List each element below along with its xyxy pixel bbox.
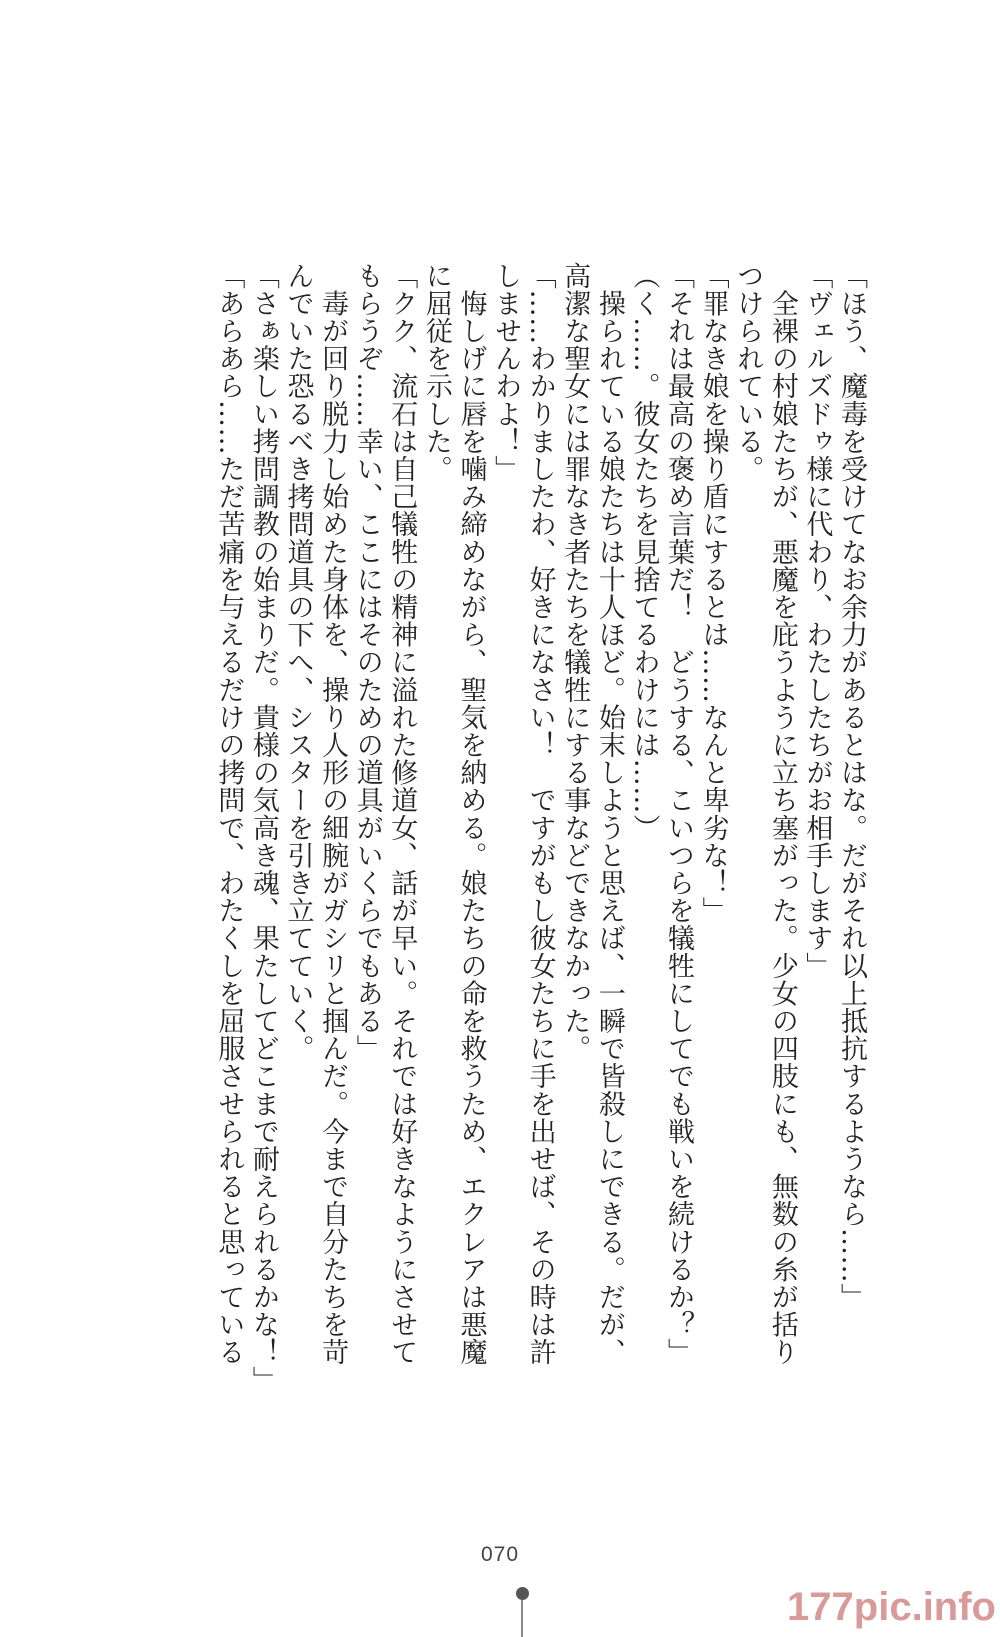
text-line: 悔しげに唇を噛み締めながら、聖気を納める。娘たちの命を救うため、エクレアは悪魔 [455, 262, 487, 1366]
page-number: 070 [480, 1543, 520, 1566]
page-marker-line [521, 1600, 523, 1637]
text-line: 「ほう、魔毒を受けてなお余力があるとはな。だがそれ以上抵抗するようなら……」 [836, 262, 867, 1311]
text-line: しませんわよ！」 [490, 262, 522, 483]
text-line: つけられている。 [732, 262, 764, 483]
page-marker-dot [516, 1587, 529, 1600]
text-line: 「クク、流石は自己犠牲の精神に溢れた修道女、話が早い。それでは好きなようにさせて [386, 262, 418, 1366]
text-line: に屈従を示した。 [420, 262, 452, 483]
text-line: 毒が回り脱力し始めた身体を、操り人形の細腕がガシリと掴んだ。今まで自分たちを苛 [317, 262, 349, 1366]
text-line: 「ヴェルズドゥ様に代わり、わたしたちがお相手します」 [801, 262, 833, 980]
body-text [211, 262, 868, 1394]
text-line: 「さぁ楽しい拷問調教の始まりだ。貴様の気高き魂、果たしてどこまで耐えられるかな！」 [247, 262, 279, 1394]
text-line: （く……。彼女たちを見捨てるわけには……） [628, 262, 660, 842]
text-line: 「罪なき娘を操り盾にするとは……なんと卑劣な！」 [697, 262, 729, 925]
text-line: んでいた恐るべき拷問道具の下へ、シスターを引き立てていく。 [282, 262, 314, 1063]
text-line: 操られている娘たちは十人ほど。始末しようと思えば、一瞬で皆殺しにできる。だが、 [593, 262, 625, 1366]
text-line: 「……わかりましたわ、好きになさい！ ですがもし彼女たちに手を出せば、その時は許 [524, 262, 556, 1366]
text-line: 「それは最高の褒め言葉だ！ どうする、こいつらを犠牲にしてでも戦いを続けるか？」 [663, 262, 695, 1366]
text-line: もらうぞ……幸い、ここにはそのための道具がいくらでもある」 [351, 262, 383, 1063]
text-line: 「あらあら……ただ苦痛を与えるだけの拷問で、わたくしを屈服させられると思っている [213, 262, 245, 1366]
text-line: 全裸の村娘たちが、悪魔を庇うように立ち塞がった。少女の四肢にも、無数の糸が括り [766, 262, 798, 1366]
text-line: 高潔な聖女には罪なき者たちを犠牲にする事などできなかった。 [559, 262, 591, 1063]
watermark: 177pic.info [787, 1585, 996, 1629]
